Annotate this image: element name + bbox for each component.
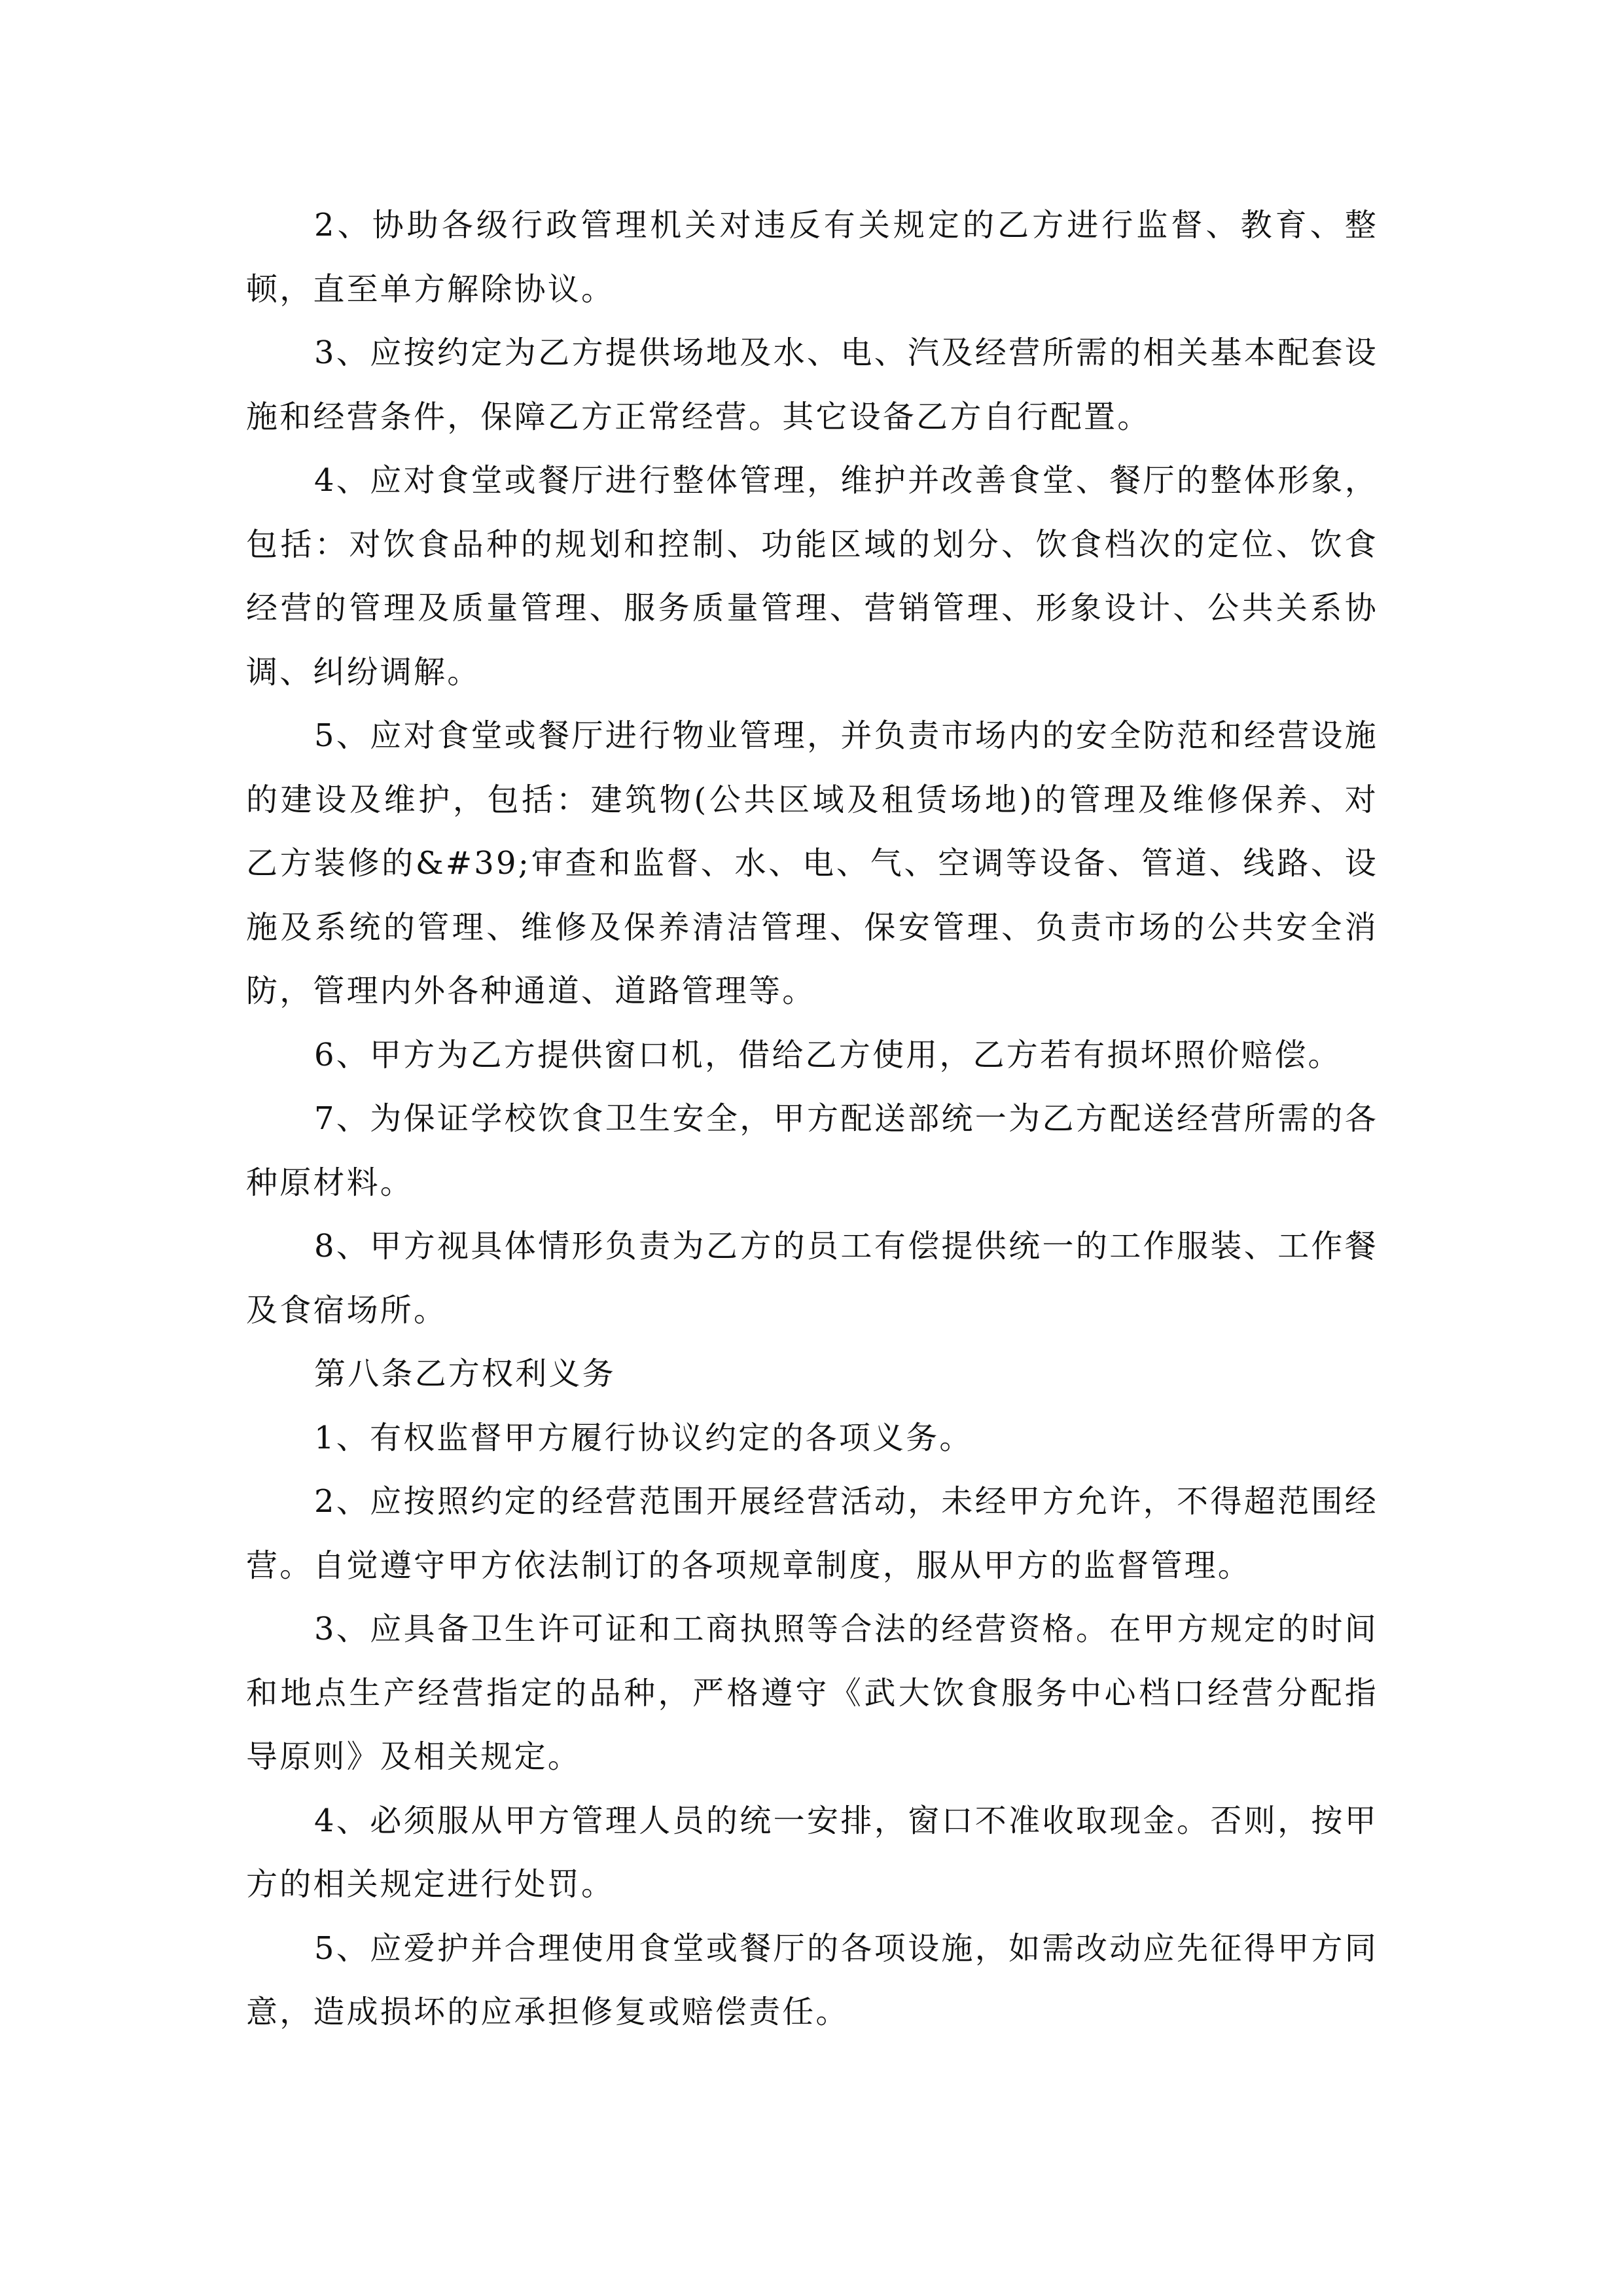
paragraph-article-8-item-1: 1、有权监督甲方履行协议约定的各项义务。 — [314, 1419, 973, 1456]
article-8-heading: 第八条乙方权利义务 — [314, 1355, 616, 1392]
paragraph-article-7-item-4: 4、应对食堂或餐厅进行整体管理，维护并改善食堂、餐厅的整体形象，包括：对饮食品种的规划和控制、功能区域的划分、饮食档次的定位、饮食经营的管理及质量管理、服务质量管理、营销管理、形象设计、公共关系协调、纠纷调解。 — [246, 462, 1378, 691]
paragraph-article-8-item-3: 3、应具备卫生许可证和工商执照等合法的经营资格。在甲方规定的时间和地点生产经营指定的品种，严格遵守《武大饮食服务中心档口经营分配指导原则》及相关规定。 — [246, 1611, 1378, 1775]
paragraph-article-8-item-5: 5、应爱护并合理使用食堂或餐厅的各项设施，如需改动应先征得甲方同意，造成损坏的应承担修复或赔偿责任。 — [246, 1929, 1378, 2030]
paragraph-article-7-item-2: 2、协助各级行政管理机关对违反有关规定的乙方进行监督、教育、整顿，直至单方解除协议。 — [246, 207, 1378, 308]
paragraph-article-7-item-6: 6、甲方为乙方提供窗口机，借给乙方使用，乙方若有损坏照价赔偿。 — [314, 1036, 1342, 1073]
paragraph-article-7-item-5: 5、应对食堂或餐厅进行物业管理，并负责市场内的安全防范和经营设施的建设及维护，包括：建筑物(公共区域及租赁场地)的管理及维修保养、对乙方装修的&#39;审查和监督、水、电、气、空调等设备、管道、线路、设施及系统的管理、维修及保养清洁管理、保安管理、负责市场的公共安全消防，管理内外各种通道、道路管理等。 — [246, 717, 1378, 1009]
paragraph-article-7-item-8: 8、甲方视具体情形负责为乙方的员工有偿提供统一的工作服装、工作餐及食宿场所。 — [246, 1228, 1378, 1329]
paragraph-article-8-item-2: 2、应按照约定的经营范围开展经营活动，未经甲方允许，不得超范围经营。自觉遵守甲方依法制订的各项规章制度，服从甲方的监督管理。 — [246, 1483, 1378, 1584]
paragraph-article-8-item-4: 4、必须服从甲方管理人员的统一安排，窗口不准收取现金。否则，按甲方的相关规定进行处罚。 — [246, 1802, 1378, 1903]
paragraph-article-7-item-3: 3、应按约定为乙方提供场地及水、电、汽及经营所需的相关基本配套设施和经营条件，保障乙方正常经营。其它设备乙方自行配置。 — [246, 334, 1378, 435]
paragraph-article-7-item-7: 7、为保证学校饮食卫生安全，甲方配送部统一为乙方配送经营所需的各种原材料。 — [246, 1100, 1378, 1201]
document-body — [246, 194, 1378, 2045]
